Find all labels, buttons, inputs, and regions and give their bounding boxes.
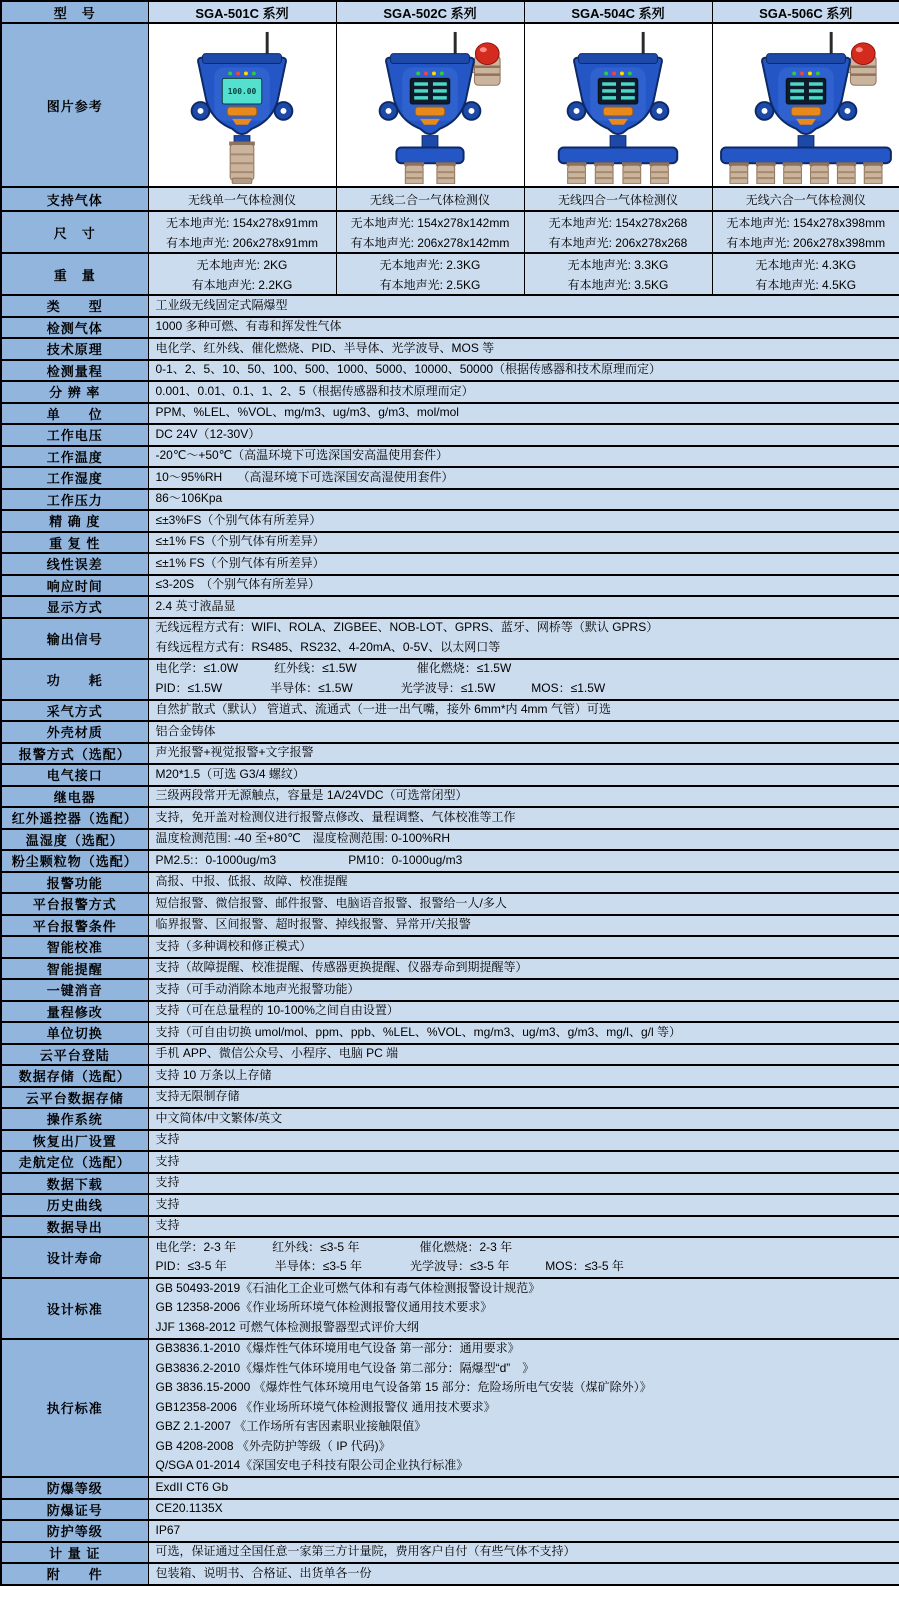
row-label: 附 件 [1, 1563, 148, 1585]
device-image-sga-501c-icon [149, 28, 335, 184]
row-value [148, 743, 899, 765]
device-cell-2 [336, 23, 524, 187]
spec-line: 支持无限制存储 [155, 1089, 240, 1104]
row-label-size: 尺 寸 [1, 211, 148, 253]
row-value [148, 1087, 899, 1109]
model-header-3: SGA-504C 系列 [524, 1, 712, 23]
spec-line: 自然扩散式（默认） 管道式、流通式（一进一出气嘴，接外 6mm*内 4mm 气管）可选 [155, 702, 611, 717]
row-label: 检测量程 [1, 360, 148, 382]
weight-text: 无本地声光: 2KG [196, 257, 288, 272]
row-value [148, 596, 899, 618]
row-value [148, 510, 899, 532]
device-image-sga-502c-icon [337, 28, 523, 184]
row-value [148, 721, 899, 743]
weight-text: 有本地声光: 4.5KG [755, 277, 857, 292]
spec-row [1, 1151, 899, 1173]
spec-row [1, 618, 899, 659]
spec-line: Q/SGA 01-2014《深国安电子科技有限公司企业执行标准》 [155, 1458, 469, 1473]
row-value [148, 338, 899, 360]
image-row [1, 23, 899, 187]
row-value [148, 446, 899, 468]
spec-line: 支持（可自由切换 umol/mol、ppm、ppb、%LEL、%VOL、mg/m3、ug/m3、g/m3、mg/l、g/l 等） [155, 1024, 681, 1039]
spec-row [1, 360, 899, 382]
row-value [148, 1001, 899, 1023]
spec-line: 支持，免开盖对检测仪进行报警点修改、量程调整、气体校准等工作 [155, 809, 516, 824]
row-label: 云平台数据存储 [1, 1087, 148, 1109]
row-value [148, 659, 899, 700]
spec-row [1, 575, 899, 597]
fixed-rows [1, 1, 899, 295]
spec-row [1, 1520, 899, 1542]
spec-line: ≤±1% FS（个别气体有所差异） [155, 555, 325, 570]
spec-line: 0-1、2、5、10、50、100、500、1000、5000、10000、50000（根据传感器和技术原理而定） [155, 362, 662, 377]
spec-line: PID：≤3-5 年 半导体：≤3-5 年 光学波导：≤3-5 年 MOS：≤3-5 年 [155, 1259, 624, 1274]
spec-line: IP67 [155, 1522, 181, 1537]
spec-row [1, 295, 899, 317]
size-value-2 [336, 211, 524, 253]
spec-row [1, 893, 899, 915]
spec-line: ≤3-20S （个别气体有所差异） [155, 577, 321, 592]
spec-line: PPM、%LEL、%VOL、mg/m3、ug/m3、g/m3、mol/mol [155, 405, 459, 420]
row-label: 工作湿度 [1, 467, 148, 489]
size-text: 有本地声光: 206x278x268 [548, 235, 688, 250]
row-label: 操作系统 [1, 1108, 148, 1130]
spec-row [1, 489, 899, 511]
row-label: 设计标准 [1, 1278, 148, 1339]
row-label: 分 辨 率 [1, 381, 148, 403]
spec-line: 支持（可手动消除本地声光报警功能） [155, 981, 360, 996]
row-label: 智能校准 [1, 936, 148, 958]
spec-line: 支持（故障提醒、校准提醒、传感器更换提醒、仪器寿命到期提醒等） [155, 960, 528, 975]
row-value [148, 1520, 899, 1542]
spec-row [1, 1001, 899, 1023]
gas-value-1 [148, 187, 336, 211]
size-text: 无本地声光: 154x278x268 [548, 215, 688, 230]
row-value [148, 915, 899, 937]
spec-line: GB12358-2006 《作业场所环境气体检测报警仪 通用技术要求》 [155, 1399, 496, 1414]
model-header-1: SGA-501C 系列 [148, 1, 336, 23]
spec-row [1, 659, 899, 700]
row-label: 采气方式 [1, 700, 148, 722]
gas-row [1, 187, 899, 211]
row-value [148, 1542, 899, 1564]
size-text: 无本地声光: 154x278x398mm [726, 215, 886, 230]
spec-row [1, 786, 899, 808]
row-value [148, 424, 899, 446]
size-text: 有本地声光: 206x278x398mm [726, 235, 886, 250]
spec-row [1, 553, 899, 575]
row-label: 计 量 证 [1, 1542, 148, 1564]
spec-row [1, 1339, 899, 1478]
row-label: 单位切换 [1, 1022, 148, 1044]
device-cell-4 [712, 23, 899, 187]
weight-text: 有本地声光: 2.5KG [379, 277, 481, 292]
spec-line: JJF 1368-2012 可燃气体检测报警器型式评价大纲 [155, 1319, 419, 1334]
row-value [148, 958, 899, 980]
device-image-sga-506c-icon [713, 28, 899, 184]
spec-row [1, 915, 899, 937]
spec-row [1, 317, 899, 339]
spec-row [1, 1542, 899, 1564]
spec-line: 铝合金铸体 [155, 723, 216, 738]
spec-row [1, 1022, 899, 1044]
size-text: 有本地声光: 206x278x142mm [350, 235, 510, 250]
weight-value-2 [336, 253, 524, 295]
spec-line: 0.001、0.01、0.1、1、2、5（根据传感器和技术原理而定） [155, 383, 474, 398]
row-value [148, 786, 899, 808]
spec-line: CE20.1135X [155, 1501, 223, 1516]
row-label-image: 图片参考 [1, 23, 148, 187]
row-value [148, 1339, 899, 1478]
weight-text: 无本地声光: 4.3KG [755, 257, 857, 272]
spec-line: 支持（多种调校和修正模式） [155, 938, 312, 953]
device-image-sga-504c-icon [525, 28, 711, 184]
row-label: 报警功能 [1, 872, 148, 894]
row-value [148, 1563, 899, 1585]
row-label: 工作压力 [1, 489, 148, 511]
row-label: 重 复 性 [1, 532, 148, 554]
spec-line: 2.4 英寸液晶显 [155, 598, 236, 613]
row-label: 检测气体 [1, 317, 148, 339]
spec-row [1, 958, 899, 980]
weight-value-1 [148, 253, 336, 295]
row-value [148, 1044, 899, 1066]
spec-row [1, 1194, 899, 1216]
row-value [148, 1173, 899, 1195]
row-value [148, 979, 899, 1001]
spec-line: 支持 [155, 1218, 180, 1233]
row-value [148, 360, 899, 382]
row-value [148, 807, 899, 829]
gas-text: 无线单一气体检测仪 [187, 192, 296, 207]
row-label: 技术原理 [1, 338, 148, 360]
size-text: 无本地声光: 154x278x91mm [165, 215, 319, 230]
model-header-2: SGA-502C 系列 [336, 1, 524, 23]
row-label: 输出信号 [1, 618, 148, 659]
spec-line: -20℃～+50℃（高温环境下可选深国安高温使用套件） [155, 448, 449, 463]
spec-line: 高报、中报、低报、故障、校准提醒 [155, 874, 348, 889]
row-value [148, 467, 899, 489]
row-label: 报警方式（选配） [1, 743, 148, 765]
spec-line: 短信报警、微信报警、邮件报警、电脑语音报警、报警给一人/多人 [155, 895, 507, 910]
device-cell-1 [148, 23, 336, 187]
spec-row [1, 721, 899, 743]
row-value [148, 1216, 899, 1238]
row-label: 数据存储（选配） [1, 1065, 148, 1087]
row-value [148, 1108, 899, 1130]
row-label: 防护等级 [1, 1520, 148, 1542]
spec-line: ≤±1% FS（个别气体有所差异） [155, 534, 325, 549]
weight-row [1, 253, 899, 295]
spec-line: M20*1.5（可选 G3/4 螺纹） [155, 766, 305, 781]
size-row [1, 211, 899, 253]
spec-line: 支持 [155, 1132, 180, 1147]
spec-line: GB 50493-2019《石油化工企业可燃气体和有毒气体检测报警设计规范》 [155, 1280, 541, 1295]
row-label: 防爆等级 [1, 1477, 148, 1499]
row-value [148, 1022, 899, 1044]
spec-line: 包装箱、说明书、合格证、出货单各一份 [155, 1565, 372, 1580]
row-label: 温湿度（选配） [1, 829, 148, 851]
row-label: 电气接口 [1, 764, 148, 786]
svg-text:100.00: 100.00 [227, 87, 257, 97]
spec-row [1, 1278, 899, 1339]
row-value [148, 764, 899, 786]
weight-text: 有本地声光: 2.2KG [191, 277, 293, 292]
spec-row [1, 764, 899, 786]
spec-line: 三级两段常开无源触点，容量是 1A/24VDC（可选常闭型） [155, 788, 468, 803]
row-label: 防爆证号 [1, 1499, 148, 1521]
spec-row [1, 829, 899, 851]
spec-line: GB3836.2-2010《爆炸性气体环境用电气设备 第二部分：隔爆型“d” 》 [155, 1360, 535, 1375]
weight-value-3 [524, 253, 712, 295]
spec-line: 支持 10 万条以上存储 [155, 1067, 272, 1082]
spec-row [1, 532, 899, 554]
row-value [148, 1499, 899, 1521]
row-label-gas: 支持气体 [1, 187, 148, 211]
spec-line: 临界报警、区间报警、超时报警、掉线报警、异常开/关报警 [155, 917, 471, 932]
size-text: 无本地声光: 154x278x142mm [350, 215, 510, 230]
row-label: 继电器 [1, 786, 148, 808]
spec-row [1, 467, 899, 489]
spec-row [1, 424, 899, 446]
spec-line: 手机 APP、微信公众号、小程序、电脑 PC 端 [155, 1046, 399, 1061]
size-value-1 [148, 211, 336, 253]
row-label: 单 位 [1, 403, 148, 425]
gas-value-2 [336, 187, 524, 211]
row-value [148, 1237, 899, 1278]
row-value [148, 872, 899, 894]
gas-value-4 [712, 187, 899, 211]
spec-line: 有线远程方式有：RS485、RS232、4-20mA、0-5V、以太网口等 [155, 639, 501, 654]
spec-row [1, 510, 899, 532]
spec-row [1, 807, 899, 829]
spec-row [1, 1499, 899, 1521]
row-label: 工作温度 [1, 446, 148, 468]
spec-row [1, 700, 899, 722]
weight-value-4 [712, 253, 899, 295]
row-value [148, 403, 899, 425]
row-value [148, 295, 899, 317]
spec-row [1, 1130, 899, 1152]
weight-text: 无本地声光: 3.3KG [567, 257, 669, 272]
row-value [148, 1477, 899, 1499]
weight-text: 无本地声光: 2.3KG [379, 257, 481, 272]
spec-row [1, 872, 899, 894]
row-value [148, 1065, 899, 1087]
spec-line: ≤±3%FS（个别气体有所差异） [155, 512, 322, 527]
model-header-row [1, 1, 899, 23]
weight-text: 有本地声光: 3.5KG [567, 277, 669, 292]
row-value [148, 575, 899, 597]
spec-line: 中文简体/中文繁体/英文 [155, 1110, 283, 1125]
row-label: 执行标准 [1, 1339, 148, 1478]
model-header-4: SGA-506C 系列 [712, 1, 899, 23]
row-label: 类 型 [1, 295, 148, 317]
spec-line: 支持 [155, 1196, 180, 1211]
spec-line: GB 12358-2006《作业场所环境气体检测报警仪通用技术要求》 [155, 1300, 493, 1315]
spec-line: DC 24V（12-30V） [155, 426, 261, 441]
row-label: 线性误差 [1, 553, 148, 575]
row-label: 工作电压 [1, 424, 148, 446]
row-label: 数据下载 [1, 1173, 148, 1195]
spec-row [1, 403, 899, 425]
row-value [148, 1130, 899, 1152]
row-value [148, 936, 899, 958]
row-label-weight: 重 量 [1, 253, 148, 295]
row-label: 功 耗 [1, 659, 148, 700]
spec-line: GB 4208-2008 《外壳防护等级（ IP 代码)》 [155, 1438, 391, 1453]
spec-row [1, 338, 899, 360]
spec-row [1, 596, 899, 618]
row-label: 外壳材质 [1, 721, 148, 743]
gas-value-3 [524, 187, 712, 211]
spec-line: 声光报警+视觉报警+文字报警 [155, 745, 314, 760]
row-label-model: 型 号 [1, 1, 148, 23]
row-label: 精 确 度 [1, 510, 148, 532]
spec-line: GB3836.1-2010《爆炸性气体环境用电气设备 第一部分：通用要求》 [155, 1341, 520, 1356]
spec-line: 电化学、红外线、催化燃烧、PID、半导体、光学波导、MOS 等 [155, 340, 495, 355]
row-value [148, 1194, 899, 1216]
row-label: 设计寿命 [1, 1237, 148, 1278]
gas-text: 无线四合一气体检测仪 [557, 192, 678, 207]
spec-line: GBZ 2.1-2007 《工作场所有害因素职业接触限值》 [155, 1419, 427, 1434]
row-label: 数据导出 [1, 1216, 148, 1238]
size-text: 有本地声光: 206x278x91mm [165, 235, 319, 250]
spec-line: 86～106Kpa [155, 491, 223, 506]
row-label: 云平台登陆 [1, 1044, 148, 1066]
row-label: 智能提醒 [1, 958, 148, 980]
row-value [148, 381, 899, 403]
spec-line: 支持 [155, 1153, 180, 1168]
spec-row [1, 1477, 899, 1499]
row-label: 平台报警条件 [1, 915, 148, 937]
row-value [148, 553, 899, 575]
spec-rows [1, 295, 899, 1585]
spec-line: 无线远程方式有：WIFI、ROLA、ZIGBEE、NOB-LOT、GPRS、蓝牙、网桥等（默认 GPRS） [155, 620, 659, 635]
spec-row [1, 381, 899, 403]
spec-line: 支持 [155, 1175, 180, 1190]
spec-line: 可选，保证通过全国任意一家第三方计量院，费用客户自付（有些气体不支持） [155, 1544, 576, 1559]
row-label: 粉尘颗粒物（选配） [1, 850, 148, 872]
spec-row [1, 1087, 899, 1109]
spec-line: ExdII CT6 Gb [155, 1479, 229, 1494]
spec-row [1, 1563, 899, 1585]
gas-text: 无线二合一气体检测仪 [369, 192, 490, 207]
spec-line: GB 3836.15-2000 《爆炸性气体环境用电气设备第 15 部分：危险场所电气安装（煤矿除外）》 [155, 1380, 652, 1395]
spec-line: 温度检测范围: -40 至+80℃ 湿度检测范围: 0-100%RH [155, 831, 451, 846]
spec-row [1, 1065, 899, 1087]
gas-text: 无线六合一气体检测仪 [745, 192, 866, 207]
spec-row [1, 1216, 899, 1238]
spec-line: 电化学：2-3 年 红外线：≤3-5 年 催化燃烧：2-3 年 [155, 1239, 513, 1254]
spec-row [1, 936, 899, 958]
row-value [148, 893, 899, 915]
row-value [148, 850, 899, 872]
spec-line: PM2.5:：0-1000ug/m3 PM10：0-1000ug/m3 [155, 852, 463, 867]
spec-row [1, 1173, 899, 1195]
spec-row [1, 850, 899, 872]
row-label: 平台报警方式 [1, 893, 148, 915]
device-cell-3 [524, 23, 712, 187]
row-label: 恢复出厂设置 [1, 1130, 148, 1152]
spec-line: 10～95%RH （高湿环境下可选深国安高湿使用套件） [155, 469, 454, 484]
row-label: 历史曲线 [1, 1194, 148, 1216]
spec-line: 电化学：≤1.0W 红外线：≤1.5W 催化燃烧：≤1.5W [155, 661, 512, 676]
row-value [148, 829, 899, 851]
row-label: 响应时间 [1, 575, 148, 597]
row-value [148, 618, 899, 659]
spec-row [1, 446, 899, 468]
row-label: 一键消音 [1, 979, 148, 1001]
spec-row [1, 743, 899, 765]
row-label: 走航定位（选配） [1, 1151, 148, 1173]
size-value-3 [524, 211, 712, 253]
spec-row [1, 1044, 899, 1066]
spec-line: 1000 多种可燃、有毒和挥发性气体 [155, 319, 342, 334]
row-label: 量程修改 [1, 1001, 148, 1023]
row-value [148, 532, 899, 554]
spec-row [1, 1237, 899, 1278]
size-value-4 [712, 211, 899, 253]
row-value [148, 1151, 899, 1173]
row-value [148, 317, 899, 339]
spec-line: PID：≤1.5W 半导体：≤1.5W 光学波导：≤1.5W MOS：≤1.5W [155, 680, 606, 695]
spec-row [1, 1108, 899, 1130]
spec-row [1, 979, 899, 1001]
row-value [148, 700, 899, 722]
row-value [148, 1278, 899, 1339]
row-value [148, 489, 899, 511]
row-label: 红外遥控器（选配） [1, 807, 148, 829]
spec-line: 支持（可在总量程的 10-100%之间自由设置） [155, 1003, 399, 1018]
spec-line: 工业级无线固定式隔爆型 [155, 297, 288, 312]
row-label: 显示方式 [1, 596, 148, 618]
